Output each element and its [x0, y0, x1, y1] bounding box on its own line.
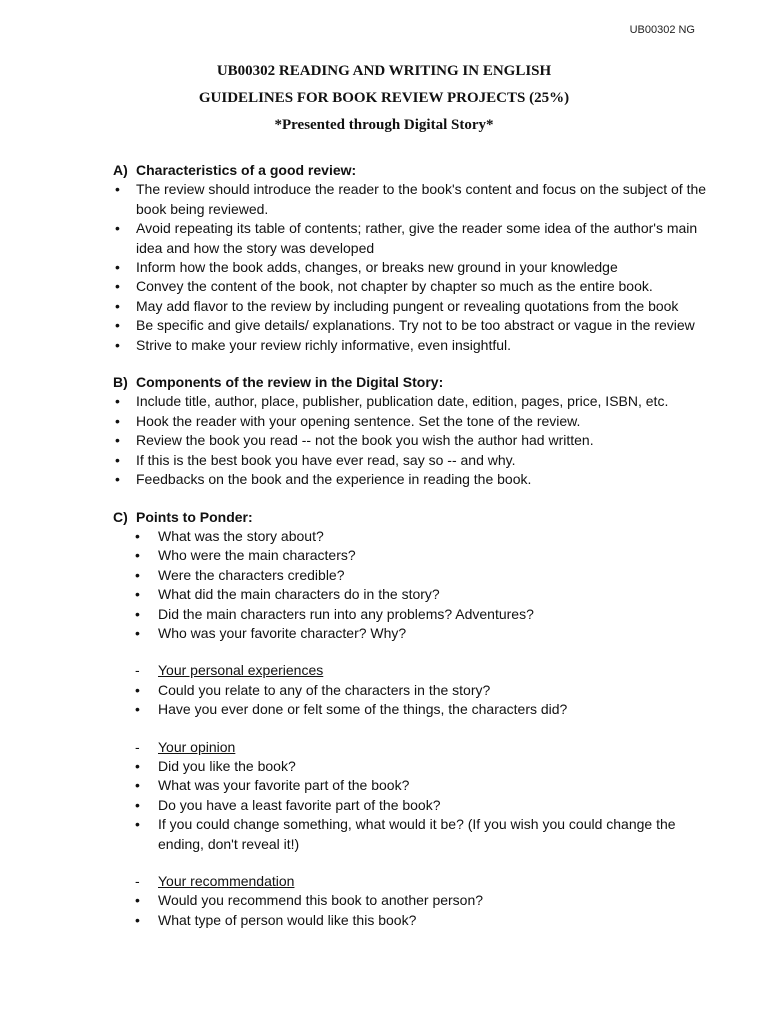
presentation-subtitle: *Presented through Digital Story*: [274, 117, 494, 133]
subheading-text: Your recommendation: [158, 873, 295, 889]
document-code: UB00302 NG: [629, 24, 695, 36]
section-a: [113, 161, 713, 355]
dash-marker: -: [135, 662, 140, 679]
section-a-title: Characteristics of a good review:: [136, 162, 357, 178]
list-item: • Could you relate to any of the characters in the story?: [113, 681, 713, 700]
list-item: • Were the characters credible?: [113, 566, 713, 585]
document-body: [113, 161, 713, 948]
list-item: • Convey the content of the book, not chapter by chapter so much as the entire book.: [113, 277, 713, 296]
section-c-label: C): [113, 508, 128, 525]
list-item: • Do you have a least favorite part of the book?: [113, 796, 713, 815]
subheading-text: Your personal experiences: [158, 662, 324, 679]
list-item: • Avoid repeating its table of contents; rather, give the reader some idea of the author's main idea and how the story was developed: [113, 219, 713, 258]
course-title: UB00302 READING AND WRITING IN ENGLISH: [216, 63, 552, 79]
list-item: • Be specific and give details/ explanations. Try not to be too abstract or vague in the review: [113, 316, 713, 335]
section-a-label: A): [113, 162, 128, 178]
personal-experiences-list: [113, 681, 713, 720]
guidelines-title: GUIDELINES FOR BOOK REVIEW PROJECTS (25%): [198, 90, 570, 106]
section-a-list: [113, 180, 713, 355]
list-item: • May add flavor to the review by including pungent or revealing quotations from the book: [113, 297, 713, 316]
list-item: • Who was your favorite character? Why?: [113, 624, 713, 643]
list-item: • Would you recommend this book to another person?: [113, 891, 713, 910]
opinion-group: [113, 738, 713, 854]
opinion-list: [113, 757, 713, 854]
list-item: • Have you ever done or felt some of the things, the characters did?: [113, 700, 713, 719]
list-item: • Hook the reader with your opening sentence. Set the tone of the review.: [113, 412, 713, 431]
subheading-personal-experiences: [113, 661, 713, 680]
list-item: • Did the main characters run into any problems? Adventures?: [113, 605, 713, 624]
list-item: • What was your favorite part of the book?: [113, 776, 713, 795]
section-c: [113, 508, 713, 931]
section-c-title: Points to Ponder:: [136, 508, 253, 525]
dash-marker: -: [135, 738, 140, 755]
section-c-heading: [113, 508, 713, 527]
list-item: • What was the story about?: [113, 527, 713, 546]
section-c-list: [113, 527, 713, 643]
dash-marker: -: [135, 873, 140, 889]
section-b: [113, 373, 713, 489]
title-block: [0, 58, 768, 139]
section-b-list: [113, 392, 713, 489]
list-item: • Did you like the book?: [113, 757, 713, 776]
list-item: • Include title, author, place, publisher, publication date, edition, pages, price, ISBN, etc.: [113, 392, 713, 411]
list-item: • What type of person would like this book?: [113, 911, 713, 930]
subheading-opinion: [113, 738, 713, 757]
list-item: • Strive to make your review richly informative, even insightful.: [113, 336, 713, 355]
recommendation-group: [113, 872, 713, 930]
recommendation-list: [113, 891, 713, 930]
section-b-title: Components of the review in the Digital Story:: [136, 374, 444, 391]
list-item: • Review the book you read -- not the book you wish the author had written.: [113, 431, 713, 450]
subheading-text: Your opinion: [158, 738, 236, 755]
list-item: • What did the main characters do in the story?: [113, 585, 713, 604]
list-item: • If you could change something, what would it be? (If you wish you could change the ending, don't reveal it!): [113, 815, 713, 854]
list-item: • If this is the best book you have ever read, say so -- and why.: [113, 451, 713, 470]
list-item: • Feedbacks on the book and the experience in reading the book.: [113, 470, 713, 489]
list-item: • The review should introduce the reader to the book's content and focus on the subject of the book being reviewed.: [113, 180, 713, 219]
list-item: • Who were the main characters?: [113, 546, 713, 565]
personal-experiences-group: [113, 661, 713, 719]
section-b-label: B): [113, 374, 128, 391]
section-a-heading: [113, 161, 713, 180]
section-b-heading: [113, 373, 713, 392]
subheading-recommendation: [113, 872, 713, 891]
list-item: • Inform how the book adds, changes, or breaks new ground in your knowledge: [113, 258, 713, 277]
